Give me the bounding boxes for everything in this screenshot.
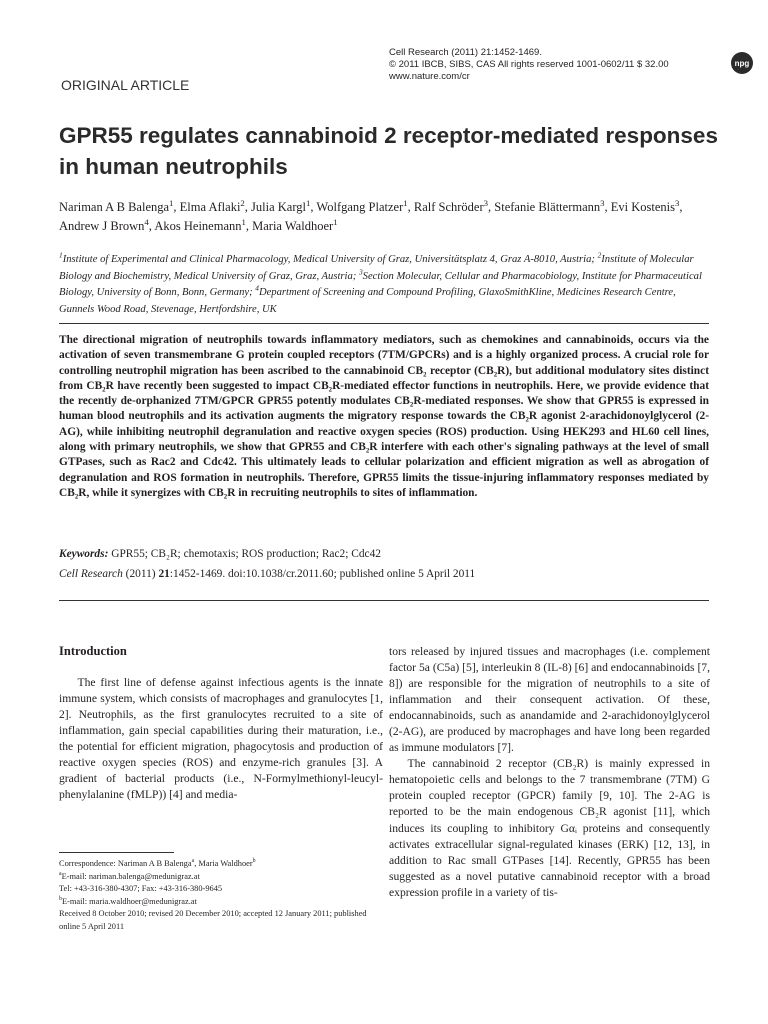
- author-affiliation-number: 4: [144, 216, 149, 227]
- author-name: Wolfgang Platzer: [316, 200, 404, 214]
- author-name: Julia Kargl: [251, 200, 307, 214]
- affiliations: [59, 252, 709, 318]
- author-name: Nariman A B Balenga: [59, 200, 170, 214]
- introduction-heading: Introduction: [59, 644, 127, 658]
- email-b[interactable]: $^b$E-mail: maria.waldhoer@medunigraz.at: [59, 895, 197, 906]
- citation-line: Cell Research (2011) 21:1452-1469. doi:10.1038/cr.2011.60; published online 5 April 2011: [59, 568, 476, 580]
- intro-paragraph-2: The cannabinoid 2 receptor (CB₂R) is mainly expressed in hematopoietic cells and belongs to the 7 transmembrane (7TM) G protein coupled receptor (GPCR) family [9, 10]. The 2-AG is reported to be the main endogenous CB₂R agonist [11], which induces its coupling to inhibitory Gαᵢ proteins and consequently activates extracellular signal-regulated kinases (ERK) [12, 13], in addition to Rac small GTPases [14]. Recently, GPR55 has been suggested as a novel putative cannabinoid receptor with a broad expression profile in a variety of tis-: [389, 757, 710, 899]
- author-name: Akos Heinemann: [154, 219, 242, 233]
- citation-volume: 21: [158, 568, 170, 580]
- affiliation-text: Institute of Experimental and Clinical Pharmacology, Medical University of Graz, Universitätsplatz 4, Graz A-8010, Austria;: [62, 254, 598, 265]
- author-name: Andrew J Brown: [59, 219, 145, 233]
- author-affiliation-number: 3: [483, 197, 489, 208]
- author-name: Evi Kostenis: [610, 200, 675, 214]
- author-name: Maria Waldhoer: [252, 219, 334, 233]
- journal-info: [389, 47, 669, 83]
- received-dates: Received 8 October 2010; revised 20 December 2010; accepted 12 January 2011; published online 5 April 2011: [59, 909, 367, 931]
- copyright-line: © 2011 IBCB, SIBS, CAS All rights reserved 1001-0602/11 $ 32.00: [389, 59, 669, 70]
- footnote-rule: [59, 852, 174, 853]
- affiliation-number: 1: [59, 250, 63, 260]
- abstract-top-rule: [59, 323, 709, 324]
- author-name: Elma Aflaki: [179, 200, 241, 214]
- article-type-label: ORIGINAL ARTICLE: [61, 77, 190, 93]
- author-name: Stefanie Blättermann: [494, 200, 601, 214]
- author-affiliation-number: 3: [675, 197, 680, 208]
- intro-paragraph-1-cont: tors released by injured tissues and macrophages (i.e. complement factor 5a (C5a) [5], interleukin 8 (IL-8) [6] and endocannabinoids [7, 8]) are responsible for the migration of neutrophils to a site of inflammation and their consequent activation. Of these, endocannabinoids, such as anandamide and 2-arachidonoylglycerol (2-AG), are produced by macrophages and have long been regarded as immune modulators [7].: [389, 645, 710, 755]
- author-list: Nariman A B Balenga$^1$, Elma Aflaki$^2$, Julia Kargl$^1$, Wolfgang Platzer$^1$, Ralf Schröder$^3$, Stefanie Blättermann$^3$, Evi Kostenis$^3$, Andrew J Brown$^4$, Akos Heinemann$^1$, Maria Waldhoer$^1$: [59, 197, 683, 233]
- keywords: Keywords: GPR55; CB₂R; chemotaxis; ROS production; Rac2; Cdc42: [59, 548, 381, 560]
- author-affiliation-number: 1: [333, 216, 338, 227]
- abstract: The directional migration of neutrophils towards inflammatory mediators, such as chemokines and cannabinoids, occurs via the activation of seven transmembrane G protein coupled receptors (7TM/GPCRs) and is a highly organized process. A crucial role for controlling neutrophil migration has been ascribed to the cannabinoid CB₂ receptor (CB₂R), but additional modulatory sites distinct from CB₂R have recently been suggested to impact CB₂R-mediated effector functions in neutrophils. Here, we provide evidence that the recently de-orphanized 7TM/GPCR GPR55 potently modulates CB₂R-mediated responses. We show that GPR55 is expressed in human blood neutrophils and its activation augments the migratory response towards the CB₂R agonist 2-arachidonoylglycerol (2-AG), while inhibiting neutrophil degranulation and reactive oxygen species (ROS) production. Using HEK293 and HL60 cell lines, along with primary neutrophils, we show that GPR55 and CB₂R interfere with each other's signaling pathways at the level of small GTPases, such as Rac2 and Cdc42. This ultimately leads to cellular polarization and efficient migration as well as abrogation of degranulation and ROS formation in neutrophils. Therefore, GPR55 limits the tissue-injuring inflammatory responses mediated by CB₂R, while it synergizes with CB₂R in recruiting neutrophils to sites of inflammation.: [59, 334, 709, 499]
- affiliation-number: 4: [255, 283, 259, 293]
- email-a[interactable]: $^a$E-mail: nariman.balenga@medunigraz.at: [59, 870, 200, 881]
- npg-logo: npg: [731, 52, 753, 74]
- article-title: GPR55 regulates cannabinoid 2 receptor-mediated responses in human neutrophils: [59, 123, 718, 179]
- journal-citation-line: Cell Research (2011) 21:1452-1469.: [389, 47, 542, 58]
- author-affiliation-number: 1: [306, 197, 311, 208]
- keywords-label: Keywords: [59, 548, 105, 560]
- affiliation-text: Institute of Molecular Biology and Biochemistry, Medical University of Graz, Graz, Austria;: [59, 254, 694, 282]
- affiliation-text: Department of Screening and Compound Profiling, GlaxoSmithKline, Medicines Research Centre, Gunnels Wood Road, Stevenage, Hertfordshire, UK: [59, 287, 676, 315]
- intro-left-column: [59, 675, 383, 803]
- intro-right-column: [389, 644, 710, 901]
- citation-journal: Cell Research: [59, 568, 123, 580]
- affiliation-number: 2: [597, 250, 602, 260]
- correspondence-line: Correspondence: Nariman A B Balenga$^a$, Maria Waldhoer$^b$: [59, 858, 256, 868]
- tel-fax: Tel: +43-316-380-4307; Fax: +43-316-380-9645: [59, 884, 223, 893]
- author-affiliation-number: 3: [600, 197, 605, 208]
- citation-details: :1452-1469. doi:10.1038/cr.2011.60; published online 5 April 2011: [169, 568, 476, 580]
- affiliation-number: 3: [358, 267, 363, 277]
- journal-url[interactable]: www.nature.com/cr: [389, 71, 470, 82]
- author-affiliation-number: 1: [403, 197, 408, 208]
- author-affiliation-number: 1: [169, 197, 174, 208]
- affiliation-text: Section Molecular, Cellular and Pharmacobiology, Institute for Pharmaceutical Biology, University of Bonn, Bonn, Germany;: [59, 270, 702, 299]
- author-affiliation-number: 1: [241, 216, 246, 227]
- author-name: Ralf Schröder: [413, 200, 484, 214]
- footnotes: [59, 858, 379, 933]
- keywords-text: GPR55; CB₂R; chemotaxis; ROS production; Rac2; Cdc42: [111, 548, 381, 560]
- intro-paragraph-1: The first line of defense against infectious agents is the innate immune system, which consists of macrophages and granulocytes [1, 2]. Neutrophils, as the first granulocytes recruited to a site of inflammation, gain special capabilities during their maturation, i.e., the potential for efficient migration, phagocytosis and production of reactive oxygen species (ROS) and enzyme-rich granules [3]. A gradient of bacterial products (i.e., N-Formylmethionyl-leucyl-phenylalanine (fMLP)) [4] and media-: [59, 676, 383, 802]
- author-affiliation-number: 2: [240, 197, 245, 208]
- abstract-bottom-rule: [59, 600, 709, 601]
